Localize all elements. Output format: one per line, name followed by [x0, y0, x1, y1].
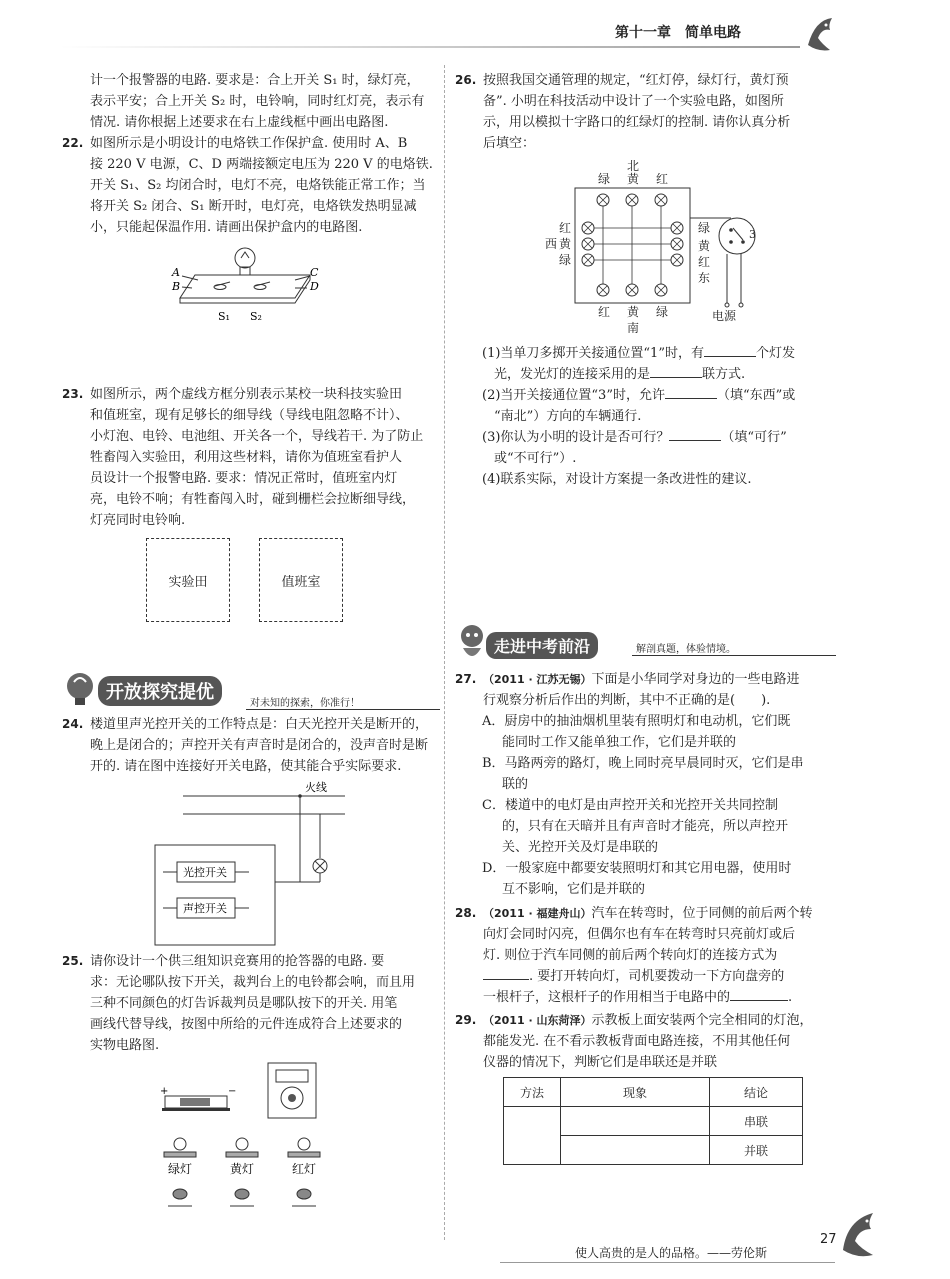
dolphin-footer-icon: [835, 1205, 885, 1265]
q21-continuation: [90, 70, 435, 133]
light-switch-label: 光控开关: [183, 866, 227, 879]
option-d-cont: 互不影响，它们是并联的: [502, 882, 646, 897]
lightbulb-icon: [60, 668, 100, 708]
question-stem: （2011 · 山东菏泽）示教板上面安装两个完全相同的灯泡，: [483, 1013, 813, 1028]
banner-exam-frontier: 走进中考前沿: [486, 632, 598, 659]
footer-rule: [500, 1262, 835, 1263]
label-a: A: [172, 266, 180, 279]
question-23: [62, 384, 442, 531]
conclusion-parallel: 并联: [710, 1136, 803, 1165]
label-east: 东: [698, 271, 711, 285]
label-north: 北: [627, 159, 640, 173]
label-power: 电源: [712, 309, 737, 323]
protection-box-figure: [170, 240, 330, 325]
text-line: 牲畜闯入实验田，利用这些材料，请你为值班室看护人: [90, 450, 403, 465]
label-top-yellow: 黄: [627, 172, 640, 186]
source-tag: （2011 · 福建舟山）: [483, 907, 592, 920]
text-line: 灯亮同时电铃响.: [90, 513, 186, 528]
text-line: 将开关 S₂ 闭合、S₁ 断开时，电灯亮，电烙铁发热明显减: [90, 199, 417, 214]
mascot-icon: [455, 622, 489, 664]
question-stem: （2011 · 福建舟山）汽车在转弯时，位于同侧的前后两个转: [483, 906, 813, 921]
header-conclusion: 结论: [710, 1078, 803, 1107]
text-line: 表示平安；合上开关 S₂ 时，电铃响，同时红灯亮，表示有: [90, 94, 425, 109]
text-line: . 要打开转向灯，司机要拨动一下方向盘旁的: [483, 966, 835, 987]
phenomenon-cell[interactable]: [561, 1107, 710, 1136]
text-line: 一根杆子，这根杆子的作用相当于电路中的 .: [483, 990, 793, 1005]
question-number: 27.: [455, 672, 477, 686]
chapter-header: 第十一章 简单电路: [615, 25, 741, 41]
banner-open-inquiry: 开放探究提优: [98, 676, 222, 706]
subpart-2b: “南北”）方向的车辆通行.: [494, 409, 642, 424]
conclusion-series: 串联: [710, 1107, 803, 1136]
text-line: 情况. 请你根据上述要求在右上虚线框中画出电路图.: [90, 115, 389, 130]
option-c[interactable]: C．楼道中的电灯是由声控开关和光控开关共同控制: [482, 798, 778, 813]
banner-subtitle: 对未知的探索，你准行！: [246, 694, 440, 710]
text-line: 如图所示，两个虚线方框分别表示某校一块科技实验田: [90, 387, 403, 402]
label-right-green: 绿: [698, 221, 711, 235]
subpart-3b: 或“不可行”）.: [494, 451, 577, 466]
question-25: [62, 951, 442, 1056]
subpart-1b: 光，发光灯的连接采用的是 联方式.: [494, 367, 746, 382]
text-line: 示，用以模拟十字路口的红绿灯的控制. 请你认真分析: [483, 115, 791, 130]
option-c-cont: 关、光控开关及灯是串联的: [502, 840, 659, 855]
subpart-3: (3)你认为小明的设计是否可行？ （填“可行”: [482, 430, 787, 445]
text-line: 如图所示是小明设计的电烙铁工作保护盒. 使用时 A、B: [90, 136, 408, 151]
question-24: [62, 714, 442, 777]
text-line: 亮，电铃不响；有牲畜闯入时，碰到栅栏会拉断细导线，: [90, 492, 416, 507]
green-lamp-label: 绿灯: [168, 1162, 193, 1176]
text-line: 计一个报警器的电路. 要求是：合上开关 S₁ 时，绿灯亮，: [90, 73, 420, 88]
source-tag: （2011 · 山东菏泽）: [483, 1014, 592, 1027]
push-button-icon: [230, 1189, 254, 1206]
method-cell[interactable]: [504, 1107, 561, 1165]
text-line: 都能发光. 在不看示教板背面电路连接，不用其他任何: [483, 1034, 791, 1049]
text-line: 小灯泡、电铃、电池组、开关各一个，导线若干. 为了防止: [90, 429, 424, 444]
text-line: 画线代替导线，按图中所给的元件连成符合上述要求的: [90, 1017, 403, 1032]
q27-options: [482, 711, 842, 900]
text-line: 接 220 V 电源，C、D 两端接额定电压为 220 V 的电烙铁.: [90, 157, 433, 172]
label-pos3: 3: [749, 228, 756, 241]
label-south: 南: [627, 321, 640, 335]
question-number: 29.: [455, 1013, 477, 1027]
question-number: 28.: [455, 906, 477, 920]
sound-switch-label: 声控开关: [183, 902, 227, 915]
question-number: 23.: [62, 387, 84, 401]
red-lamp-label: 红灯: [292, 1162, 317, 1176]
subpart-1: (1)当单刀多掷开关接通位置“1”时，有 个灯发: [482, 346, 795, 361]
option-b-cont: 联的: [502, 777, 529, 792]
text-line: 晚上是闭合的；声控开关有声音时是闭合的，没声音时是断: [90, 738, 429, 753]
minus-label: −: [228, 1086, 237, 1097]
question-number: 22.: [62, 136, 84, 150]
question-29: [455, 1010, 835, 1073]
option-b[interactable]: B．马路两旁的路灯，晚上同时亮早晨同时灭，它们是串: [482, 756, 804, 771]
label-d: D: [310, 280, 319, 293]
text-line: 楼道里声光控开关的工作特点是：白天光控开关是断开的，: [90, 717, 429, 732]
label-top-red: 红: [656, 172, 669, 186]
text-line: 小，只能起保温作用. 请画出保护盒内的电路图.: [90, 220, 363, 235]
question-26: [455, 70, 835, 154]
question-number: 26.: [455, 73, 477, 87]
live-wire-label: 火线: [305, 781, 327, 794]
text-line: 开的. 请在图中连接好开关电路，使其能合乎实际要求.: [90, 759, 402, 774]
option-d[interactable]: D．一般家庭中都要安装照明灯和其它用电器，使用时: [482, 861, 792, 876]
source-tag: （2011 · 江苏无锡）: [483, 673, 592, 686]
text-line: 开关 S₁、S₂ 均闭合时，电灯不亮，电烙铁能正常工作；当: [90, 178, 426, 193]
text-line: 请你设计一个供三组知识竞赛用的抢答器的电路. 要: [90, 954, 385, 969]
dolphin-logo-icon: [800, 10, 840, 60]
header-rule: [60, 46, 800, 48]
label-left-yellow: 黄: [559, 237, 572, 251]
answer-blank[interactable]: [650, 377, 702, 378]
answer-blank[interactable]: [483, 979, 529, 980]
question-number: 25.: [62, 954, 84, 968]
question-26-subparts: [482, 343, 842, 490]
text-line: 备”. 小明在科技活动中设计了一个实验电路，如图所: [483, 94, 784, 109]
label-west: 西: [545, 237, 558, 251]
label-right-red: 红: [698, 255, 711, 269]
answer-blank[interactable]: [669, 440, 721, 441]
question-number: 24.: [62, 717, 84, 731]
red-lamp-icon: [288, 1138, 320, 1157]
duty-room-box: 值班室: [259, 538, 343, 622]
header-phenomenon: 现象: [561, 1078, 710, 1107]
text-line: 求：无论哪队按下开关，裁判台上的电铃都会响，而且用: [90, 975, 416, 990]
option-a-cont: 能同时工作又能单独工作，它们是并联的: [502, 735, 737, 750]
text-line: 仪器的情况下，判断它们是串联还是并联: [483, 1055, 718, 1070]
page-number: 27: [820, 1232, 837, 1247]
label-bottom-yellow: 黄: [627, 305, 640, 319]
plus-label: +: [160, 1086, 169, 1097]
field-box: 实验田: [146, 538, 230, 622]
label-s1: S₁: [218, 310, 230, 323]
traffic-light-circuit: [545, 158, 770, 340]
push-button-icon: [168, 1189, 192, 1206]
text-line: 行观察分析后作出的判断，其中不正确的是( ).: [483, 693, 771, 708]
question-27: [455, 669, 835, 711]
footer-quote: 使人高贵的是人的品格。——劳伦斯: [575, 1246, 768, 1260]
answer-blank[interactable]: [704, 356, 756, 357]
label-top-green: 绿: [598, 172, 611, 186]
text-line: 实物电路图.: [90, 1038, 160, 1053]
quiz-buzzer-figure: [150, 1060, 360, 1220]
label-bottom-red: 红: [598, 305, 611, 319]
stairway-switch-figure: [155, 780, 355, 950]
method-table: [503, 1077, 803, 1165]
subpart-4: (4)联系实际，对设计方案提一条改进性的建议.: [482, 472, 752, 487]
text-line: 员设计一个报警电路. 要求：情况正常时，值班室内灯: [90, 471, 398, 486]
text-line: 灯. 则位于汽车同侧的前后两个转向灯的连接方式为: [483, 948, 778, 963]
label-right-yellow: 黄: [698, 239, 711, 253]
answer-blank[interactable]: [665, 398, 717, 399]
yellow-lamp-label: 黄灯: [230, 1162, 255, 1176]
phenomenon-cell[interactable]: [561, 1136, 710, 1165]
answer-blank[interactable]: [730, 1000, 788, 1001]
text-line: 和值班室，现有足够长的细导线（导线电阻忽略不计）、: [90, 408, 409, 423]
question-28: [455, 903, 835, 1008]
question-22: [62, 133, 442, 238]
label-c: C: [310, 266, 319, 279]
text-line: 三种不同颜色的灯告诉裁判员是哪队按下的开关. 用笔: [90, 996, 398, 1011]
header-method: 方法: [504, 1078, 561, 1107]
banner-subtitle: 解剖真题，体验情境。: [632, 640, 836, 656]
label-left-red: 红: [559, 221, 572, 235]
option-a[interactable]: A．厨房中的抽油烟机里装有照明灯和电动机，它们既: [482, 714, 791, 729]
text-line: 按照我国交通管理的规定，“红灯停，绿灯行，黄灯预: [483, 73, 789, 88]
option-c-cont: 的，只有在天暗并且有声音时才能亮，所以声控开: [502, 819, 789, 834]
yellow-lamp-icon: [226, 1138, 258, 1157]
column-divider: [444, 65, 446, 1240]
label-bottom-green: 绿: [656, 305, 669, 319]
text-line: 后填空：: [483, 136, 536, 151]
label-b: B: [172, 280, 181, 293]
green-lamp-icon: [164, 1138, 196, 1157]
question-stem: （2011 · 江苏无锡）下面是小华同学对身边的一些电路进: [483, 672, 800, 687]
subpart-2: (2)当开关接通位置“3”时，允许 （填“东西”或: [482, 388, 796, 403]
label-left-green: 绿: [559, 253, 572, 267]
push-button-icon: [292, 1189, 316, 1206]
text-line: 向灯会同时闪亮，但偶尔也有车在转弯时只亮前灯或后: [483, 927, 796, 942]
label-s2: S₂: [250, 310, 262, 323]
